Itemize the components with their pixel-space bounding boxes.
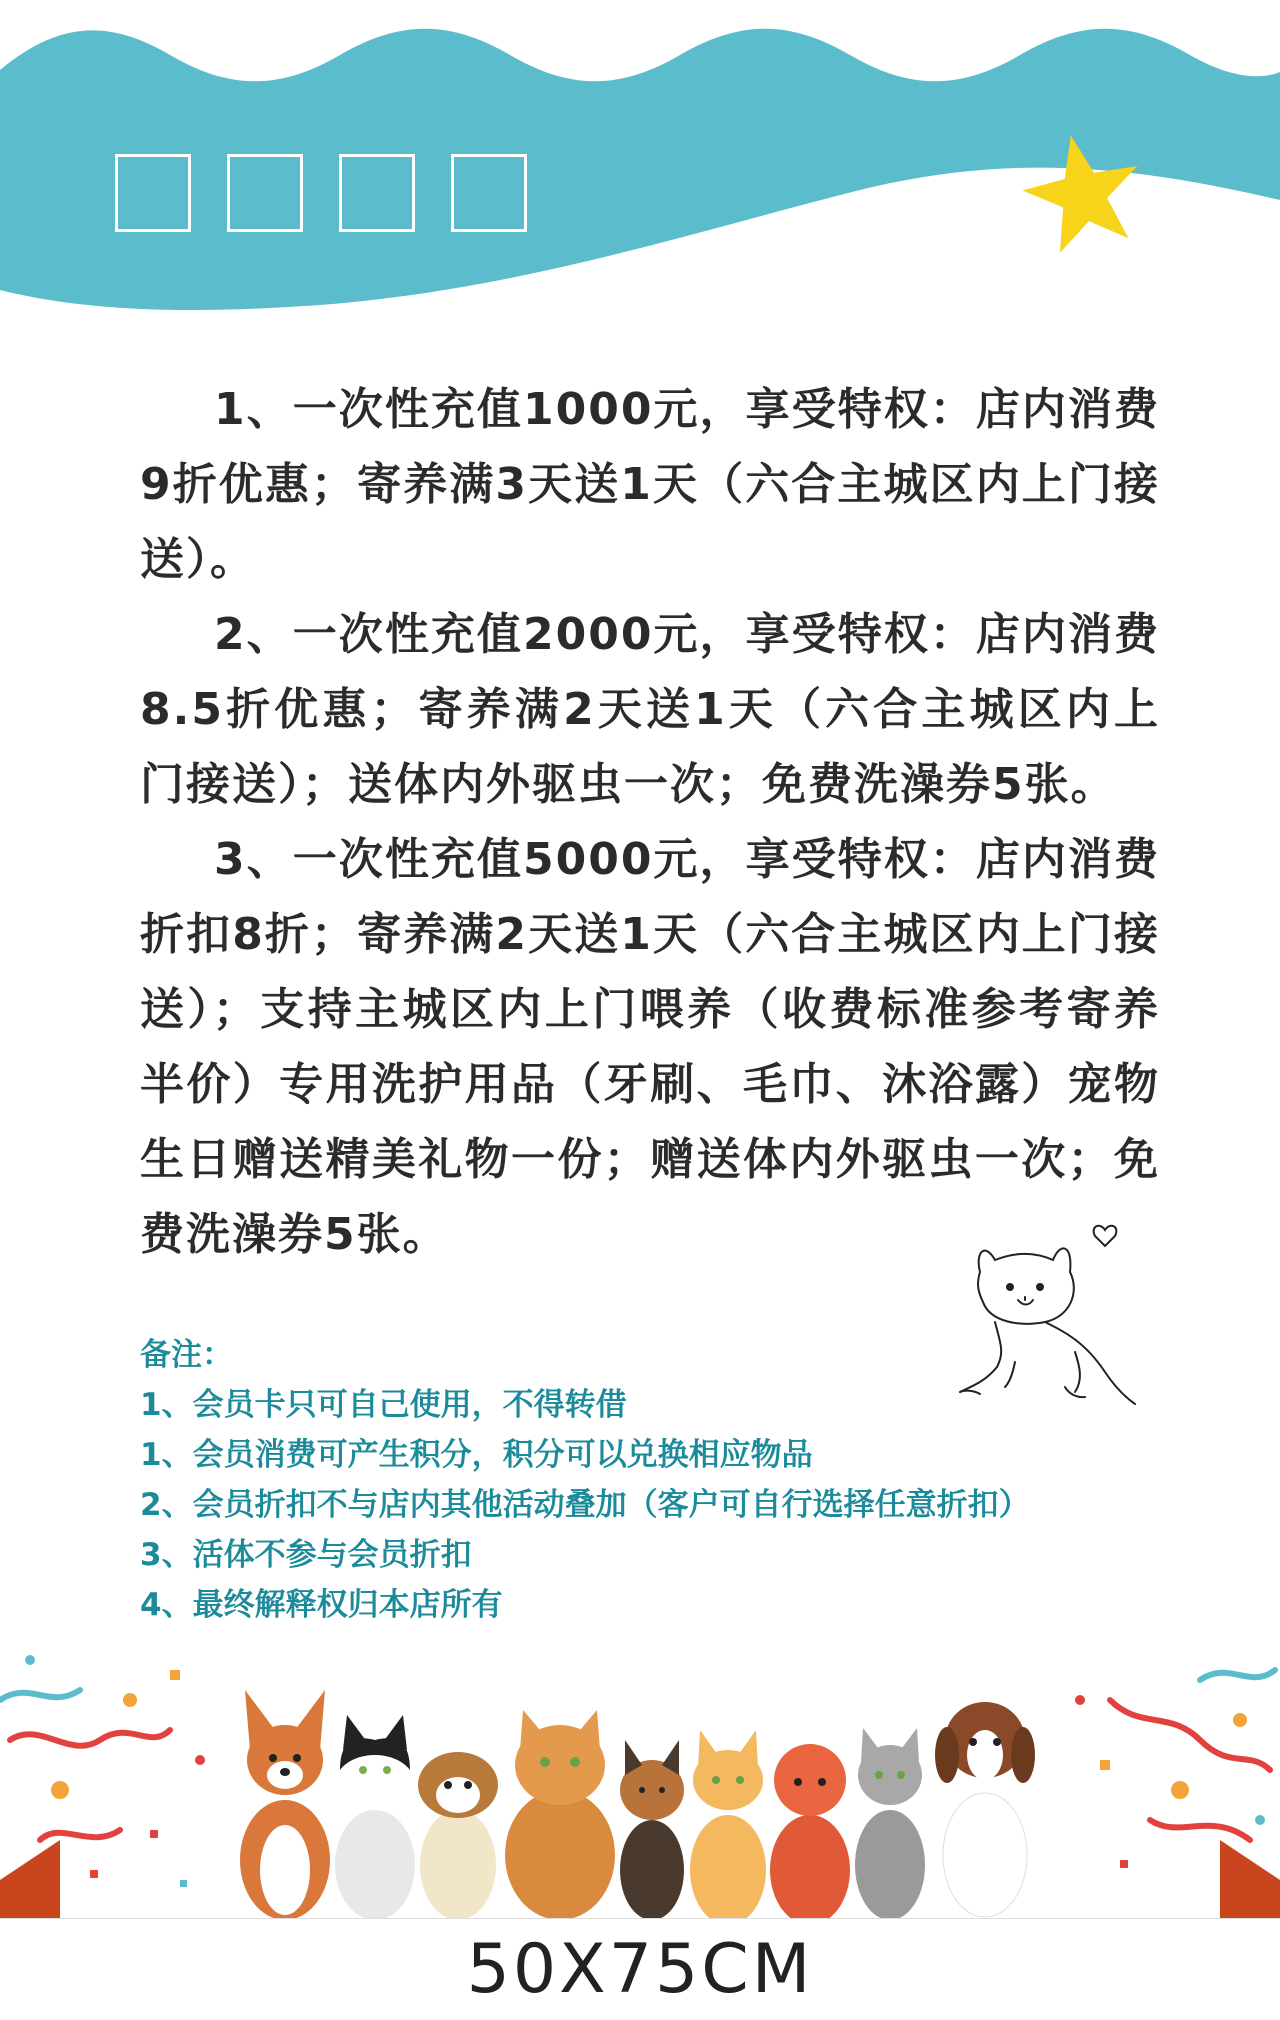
benefit-tier-2: 2、一次性充值2000元，享受特权：店内消费8.5折优惠；寄养满2天送1天（六合主城区内上门接送）；送体内外驱虫一次；免费洗澡券5张。 [140, 609, 1160, 810]
title-placeholder-boxes [115, 154, 527, 232]
note-item: 2、会员折扣不与店内其他活动叠加（客户可自行选择任意折扣） [140, 1487, 1030, 1523]
size-label: 50X75CM [466, 1930, 814, 2009]
note-item: 1、会员消费可产生积分，积分可以兑换相应物品 [140, 1437, 813, 1473]
title-box [115, 154, 191, 232]
title-box [227, 154, 303, 232]
title-box [451, 154, 527, 232]
note-item: 4、最终解释权归本店所有 [140, 1587, 503, 1623]
benefit-tier-1: 1、一次性充值1000元，享受特权：店内消费9折优惠；寄养满3天送1天（六合主城区内上门接送）。 [140, 384, 1160, 585]
title-box [339, 154, 415, 232]
notes-section [140, 1330, 1160, 1630]
note-item: 1、会员卡只可自己使用，不得转借 [140, 1387, 627, 1423]
pets-illustration [235, 1670, 1045, 1919]
notes-heading: 备注： [140, 1337, 233, 1373]
corgi-icon [240, 1690, 330, 1919]
benefit-tier-3: 3、一次性充值5000元，享受特权：店内消费折扣8折；寄养满2天送1天（六合主城区内上门接送）；支持主城区内上门喂养（收费标准参考寄养半价）专用洗护用品（牙刷、毛巾、沐浴露）宠物生日赠送精美礼物一份；赠送体内外驱虫一次；免费洗澡券5张。 [140, 834, 1160, 1260]
note-item: 3、活体不参与会员折扣 [140, 1537, 472, 1573]
membership-benefits [140, 372, 1160, 1272]
star-icon [1020, 128, 1145, 253]
